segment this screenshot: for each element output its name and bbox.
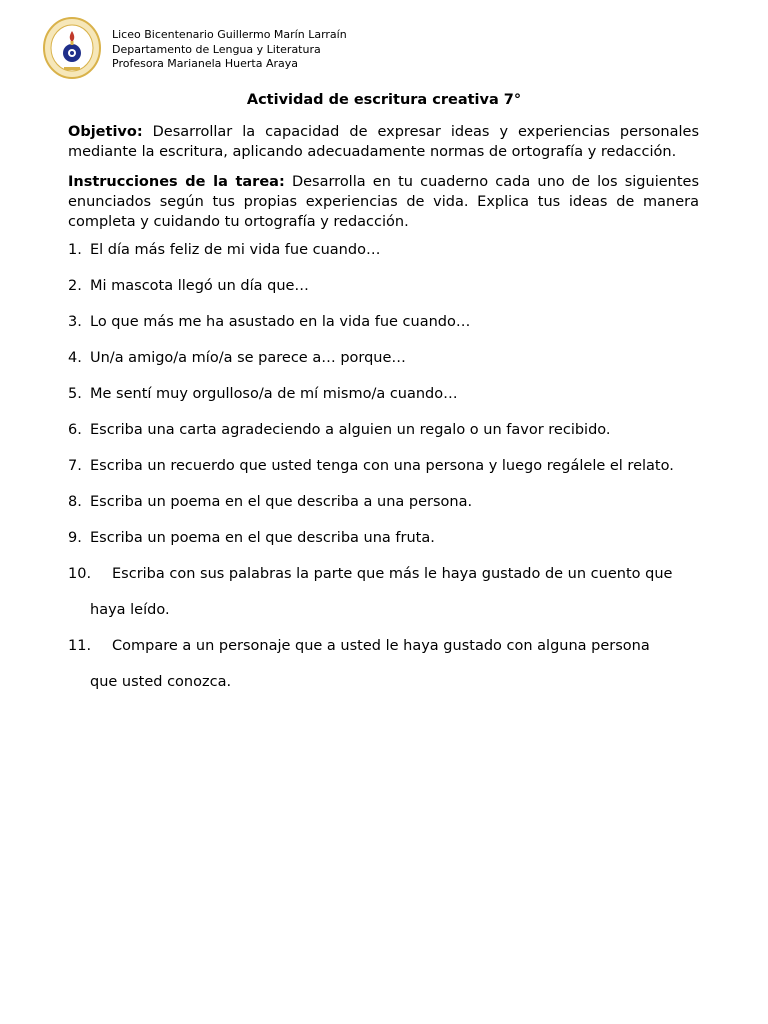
teacher-name: Profesora Marianela Huerta Araya	[112, 57, 299, 70]
school-header	[112, 28, 347, 72]
item-text: Lo que más me ha asustado en la vida fue cuando…	[90, 314, 471, 330]
list-item	[68, 276, 708, 312]
item-number: 4.	[68, 350, 82, 366]
list-item	[68, 384, 708, 420]
list-item	[68, 636, 708, 708]
list-item	[68, 420, 708, 456]
instructions-text: Desarrolla en tu cuaderno cada uno de los siguientes enunciados según tus propias experiencias de vida. Explica tus ideas de manera completa y cuidando tu ortografía y redacción.	[68, 174, 700, 230]
document-title: Actividad de escritura creativa 7°	[246, 92, 522, 108]
item-number: 10.	[68, 566, 92, 582]
item-text-line1: Compare a un personaje que a usted le haya gustado con alguna persona	[112, 638, 650, 654]
item-text-line2: haya leído.	[90, 602, 170, 618]
instructions-label: Instrucciones de la tarea:	[68, 174, 285, 190]
department-name: Departamento de Lengua y Literatura	[112, 42, 321, 56]
item-number: 2.	[68, 278, 82, 294]
item-text: Escriba un recuerdo que usted tenga con una persona y luego regálele el relato.	[90, 458, 674, 474]
objective-paragraph	[68, 122, 699, 162]
item-number: 11.	[68, 638, 92, 654]
item-number: 6.	[68, 422, 82, 438]
school-seal-logo	[43, 17, 101, 79]
item-number: 5.	[68, 386, 82, 402]
item-text: Mi mascota llegó un día que…	[90, 278, 309, 294]
item-number: 9.	[68, 530, 82, 546]
objective-text: Desarrollar la capacidad de expresar ideas y experiencias personales mediante la escritura, aplicando adecuadamente normas de ortografía y redacción.	[68, 124, 699, 160]
list-item	[68, 348, 708, 384]
item-number: 8.	[68, 494, 82, 510]
list-item	[68, 312, 708, 348]
list-item	[68, 240, 708, 276]
item-number: 3.	[68, 314, 82, 330]
item-text: Me sentí muy orgulloso/a de mí mismo/a cuando…	[90, 386, 458, 402]
school-name: Liceo Bicentenario Guillermo Marín Larraín	[112, 28, 347, 41]
list-item	[68, 564, 708, 636]
item-text: El día más feliz de mi vida fue cuando…	[90, 242, 381, 258]
item-text: Escriba un poema en el que describa una fruta.	[90, 530, 435, 546]
item-text-line1: Escriba con sus palabras la parte que más le haya gustado de un cuento que	[112, 566, 673, 582]
list-item	[68, 528, 708, 564]
list-item	[68, 492, 708, 528]
list-item	[68, 456, 708, 492]
prompt-list	[68, 240, 708, 708]
objective-label: Objetivo:	[68, 124, 143, 140]
item-number: 1.	[68, 242, 82, 258]
item-text: Escriba un poema en el que describa a una persona.	[90, 494, 473, 510]
item-text-line2: que usted conozca.	[90, 674, 232, 690]
item-text: Un/a amigo/a mío/a se parece a… porque…	[90, 350, 406, 366]
item-number: 7.	[68, 458, 82, 474]
item-text: Escriba una carta agradeciendo a alguien un regalo o un favor recibido.	[90, 422, 611, 438]
instructions-paragraph	[68, 172, 699, 232]
